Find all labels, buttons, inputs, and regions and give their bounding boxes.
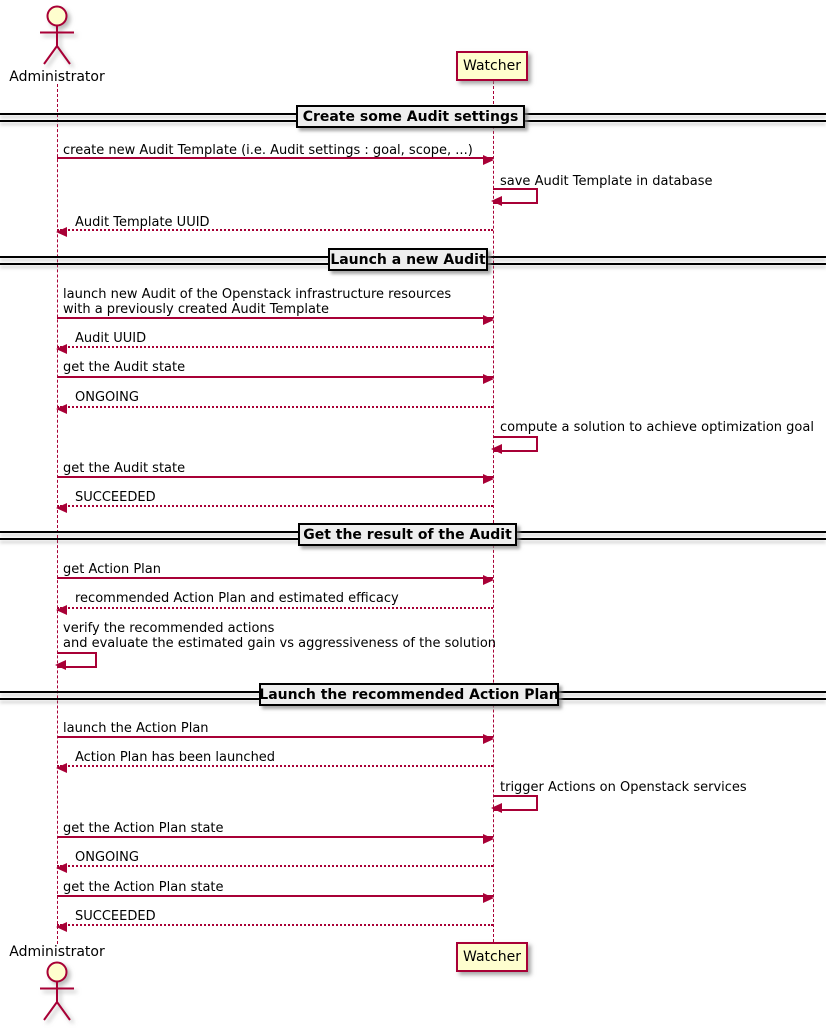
message-label: get the Audit state	[63, 461, 186, 476]
message-arrow-return	[57, 505, 493, 507]
message-arrow-return	[57, 607, 493, 609]
self-message-loop	[493, 188, 538, 204]
arrowhead-right-icon	[483, 575, 494, 585]
arrowhead-right-icon	[483, 155, 494, 165]
message-label: ONGOING	[75, 390, 139, 405]
message-arrow-return	[57, 924, 493, 926]
arrowhead-left-icon	[55, 660, 66, 670]
message-label: Audit UUID	[75, 331, 147, 346]
arrowhead-right-icon	[483, 374, 494, 384]
arrowhead-left-icon	[491, 803, 502, 813]
message-label: create new Audit Template (i.e. Audit settings : goal, scope, ...)	[63, 143, 473, 158]
arrowhead-left-icon	[491, 444, 502, 454]
message-label: Audit Template UUID	[75, 215, 210, 230]
divider-launch-action-plan: Launch the recommended Action Plan	[259, 683, 559, 706]
administrator-label-bottom: Administrator	[9, 944, 105, 960]
message-label: Action Plan has been launched	[75, 750, 276, 765]
message-label: get Action Plan	[63, 562, 161, 577]
message-arrow-return	[57, 229, 493, 231]
arrowhead-left-icon	[56, 404, 67, 414]
message-label: ONGOING	[75, 850, 139, 865]
message-arrow-right	[57, 577, 493, 579]
arrowhead-left-icon	[56, 922, 67, 932]
self-message-label: compute a solution to achieve optimization goal	[500, 420, 814, 435]
arrowhead-right-icon	[483, 834, 494, 844]
administrator-lifeline	[57, 84, 58, 944]
message-label: get the Audit state	[63, 360, 186, 375]
message-label: launch new Audit of the Openstack infrastructure resources	[63, 287, 452, 302]
self-message-label: and evaluate the estimated gain vs aggressiveness of the solution	[63, 636, 497, 651]
message-arrow-right	[57, 376, 493, 378]
self-message-loop	[493, 795, 538, 811]
arrowhead-right-icon	[483, 734, 494, 744]
self-message-label: verify the recommended actions	[63, 621, 275, 636]
message-arrow-return	[57, 865, 493, 867]
message-arrow-right	[57, 836, 493, 838]
arrowhead-right-icon	[483, 893, 494, 903]
message-arrow-return	[57, 346, 493, 348]
arrowhead-left-icon	[56, 344, 67, 354]
arrowhead-right-icon	[483, 474, 494, 484]
message-arrow-right	[57, 736, 493, 738]
message-arrow-return	[57, 406, 493, 408]
arrowhead-left-icon	[56, 763, 67, 773]
message-label: SUCCEEDED	[75, 909, 156, 924]
message-arrow-return	[57, 765, 493, 767]
arrowhead-left-icon	[56, 227, 67, 237]
message-label: recommended Action Plan and estimated efficacy	[75, 591, 399, 606]
message-arrow-right	[57, 317, 493, 319]
self-message-loop	[57, 652, 97, 668]
watcher-participant-bottom: Watcher	[456, 942, 528, 972]
message-arrow-right	[57, 895, 493, 897]
arrowhead-left-icon	[56, 863, 67, 873]
self-message-loop	[493, 436, 538, 452]
message-label: with a previously created Audit Template	[63, 302, 330, 317]
actor-icon	[35, 960, 79, 1024]
message-label: launch the Action Plan	[63, 721, 209, 736]
self-message-label: save Audit Template in database	[500, 174, 713, 189]
divider-create-audit-settings: Create some Audit settings	[296, 105, 525, 128]
arrowhead-right-icon	[483, 315, 494, 325]
actor-icon	[35, 4, 79, 68]
administrator-label-top: Administrator	[9, 69, 105, 85]
message-arrow-right	[57, 157, 493, 159]
message-arrow-right	[57, 476, 493, 478]
message-label: SUCCEEDED	[75, 490, 156, 505]
message-label: get the Action Plan state	[63, 821, 224, 836]
divider-get-audit-result: Get the result of the Audit	[298, 523, 517, 546]
arrowhead-left-icon	[56, 605, 67, 615]
arrowhead-left-icon	[491, 196, 502, 206]
message-label: get the Action Plan state	[63, 880, 224, 895]
divider-launch-new-audit: Launch a new Audit	[328, 248, 488, 271]
watcher-participant-top: Watcher	[456, 51, 528, 81]
arrowhead-left-icon	[56, 503, 67, 513]
self-message-label: trigger Actions on Openstack services	[500, 780, 747, 795]
